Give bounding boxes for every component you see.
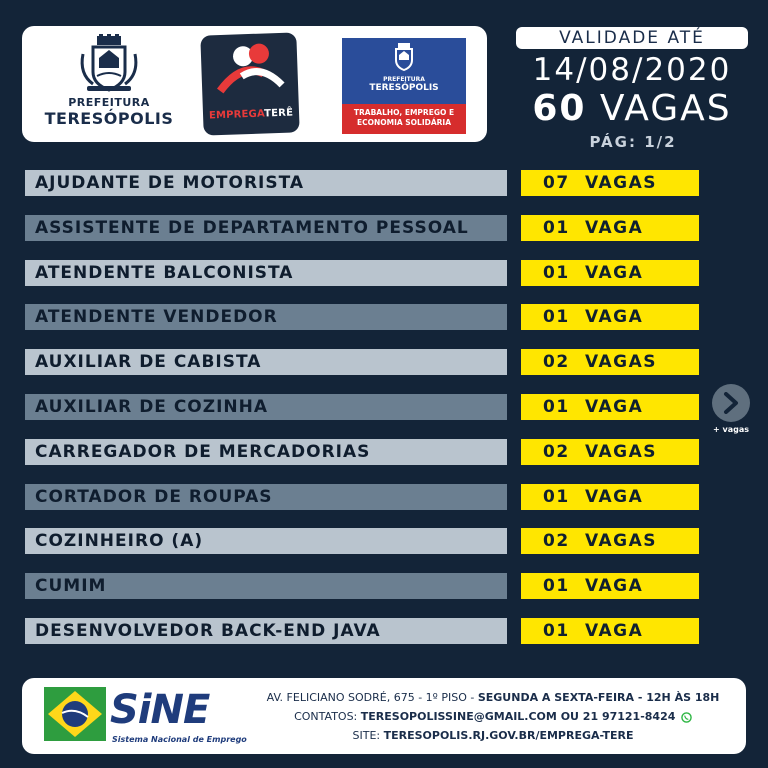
job-vacancy-unit: VAGA	[585, 576, 644, 596]
coat-of-arms-icon	[77, 34, 141, 94]
job-title: DESENVOLVEDOR BACK-END JAVA	[25, 618, 507, 644]
job-title: AUXILIAR DE CABISTA	[25, 349, 507, 375]
secretaria-name: TRABALHO, EMPREGO E ECONOMIA SOLIDÁRIA	[342, 104, 466, 134]
job-vacancy-count: 02	[543, 531, 570, 551]
whatsapp-icon	[681, 712, 692, 723]
job-vacancy-unit: VAGA	[585, 397, 644, 417]
job-title: AUXILIAR DE COZINHA	[25, 394, 507, 420]
job-vacancy-count: 01	[543, 621, 570, 641]
job-vacancy-count: 01	[543, 263, 570, 283]
secretaria-prefeitura-label: PREFEITURA	[383, 76, 425, 83]
job-vacancies	[521, 260, 699, 286]
job-row	[25, 349, 699, 375]
job-vacancy-unit: VAGAS	[585, 442, 658, 462]
job-vacancies	[521, 573, 699, 599]
job-vacancies	[521, 349, 699, 375]
job-vacancy-unit: VAGAS	[585, 531, 658, 551]
contacts-label: CONTATOS:	[294, 710, 361, 723]
footer-card	[22, 678, 746, 754]
emprega-tere-label: EMPREGATERÊ	[208, 107, 294, 122]
footer-site-line	[248, 726, 738, 745]
job-row	[25, 215, 699, 241]
footer-address-line	[248, 688, 738, 707]
sine-wordmark: SiNE	[110, 687, 210, 733]
emprega-tere-logo	[200, 32, 299, 135]
site-link[interactable]: TERESOPOLIS.RJ.GOV.BR/EMPREGA-TERE	[383, 729, 634, 742]
job-row	[25, 528, 699, 554]
sine-subtitle: Sistema Nacional de Emprego	[112, 735, 247, 744]
job-vacancy-unit: VAGA	[585, 263, 644, 283]
site-label: SITE:	[352, 729, 384, 742]
sine-logo	[44, 687, 247, 747]
footer-contacts-line	[248, 707, 738, 726]
address-text: AV. FELICIANO SODRÉ, 675 - 1º PISO -	[266, 691, 478, 704]
job-title: ASSISTENTE DE DEPARTAMENTO PESSOAL	[25, 215, 507, 241]
chevron-right-icon	[721, 392, 741, 414]
contacts-value[interactable]: TERESOPOLISSINE@GMAIL.COM OU 21 97121-8424	[360, 710, 676, 723]
job-row	[25, 439, 699, 465]
job-vacancy-unit: VAGA	[585, 487, 644, 507]
hours-text: SEGUNDA A SEXTA-FEIRA - 12H ÀS 18H	[477, 691, 720, 704]
job-row	[25, 304, 699, 330]
job-title: CARREGADOR DE MERCADORIAS	[25, 439, 507, 465]
job-row	[25, 260, 699, 286]
job-vacancy-count: 01	[543, 307, 570, 327]
job-vacancy-count: 01	[543, 576, 570, 596]
header-logos-card	[22, 26, 487, 142]
job-vacancies	[521, 528, 699, 554]
footer-info	[248, 688, 738, 745]
job-vacancy-count: 02	[543, 442, 570, 462]
job-title: CORTADOR DE ROUPAS	[25, 484, 507, 510]
prefeitura-city: TERESÓPOLIS	[44, 109, 174, 128]
job-vacancies	[521, 170, 699, 196]
job-title: CUMIM	[25, 573, 507, 599]
total-vagas-word: VAGAS	[599, 88, 732, 129]
validity-label: VALIDADE ATÉ	[516, 27, 748, 49]
prefeitura-logo	[34, 34, 184, 138]
job-row	[25, 394, 699, 420]
job-row	[25, 618, 699, 644]
job-title: ATENDENTE VENDEDOR	[25, 304, 507, 330]
more-vagas-label[interactable]: + vagas	[713, 425, 749, 434]
job-vacancy-count: 01	[543, 487, 570, 507]
secretaria-trabalho-logo	[342, 38, 466, 132]
secretaria-city: TERESÓPOLIS	[369, 83, 439, 93]
job-vacancies	[521, 484, 699, 510]
job-vacancy-unit: VAGAS	[585, 173, 658, 193]
job-title: ATENDENTE BALCONISTA	[25, 260, 507, 286]
job-vacancy-count: 01	[543, 397, 570, 417]
job-vacancies	[521, 618, 699, 644]
job-vacancies	[521, 394, 699, 420]
next-page-button[interactable]	[712, 384, 750, 422]
validity-date: 14/08/2020	[532, 52, 732, 88]
job-vacancies	[521, 304, 699, 330]
prefeitura-label: PREFEITURA	[68, 96, 150, 109]
job-vacancy-unit: VAGA	[585, 218, 644, 238]
job-row	[25, 573, 699, 599]
job-vacancy-unit: VAGAS	[585, 352, 658, 372]
job-row	[25, 170, 699, 196]
job-vacancy-unit: VAGA	[585, 621, 644, 641]
coat-of-arms-small-icon	[389, 42, 419, 72]
job-vacancies	[521, 215, 699, 241]
job-title: AJUDANTE DE MOTORISTA	[25, 170, 507, 196]
job-title: COZINHEIRO (A)	[25, 528, 507, 554]
total-vagas	[510, 88, 754, 129]
total-vagas-number: 60	[532, 88, 587, 129]
job-vacancy-unit: VAGA	[585, 307, 644, 327]
brazil-flag-icon	[44, 687, 106, 741]
page-indicator: PÁG: 1/2	[589, 133, 677, 151]
emprega-figures-icon	[200, 32, 298, 105]
job-vacancies	[521, 439, 699, 465]
job-row	[25, 484, 699, 510]
job-vacancy-count: 07	[543, 173, 570, 193]
job-vacancy-count: 01	[543, 218, 570, 238]
job-vacancy-count: 02	[543, 352, 570, 372]
